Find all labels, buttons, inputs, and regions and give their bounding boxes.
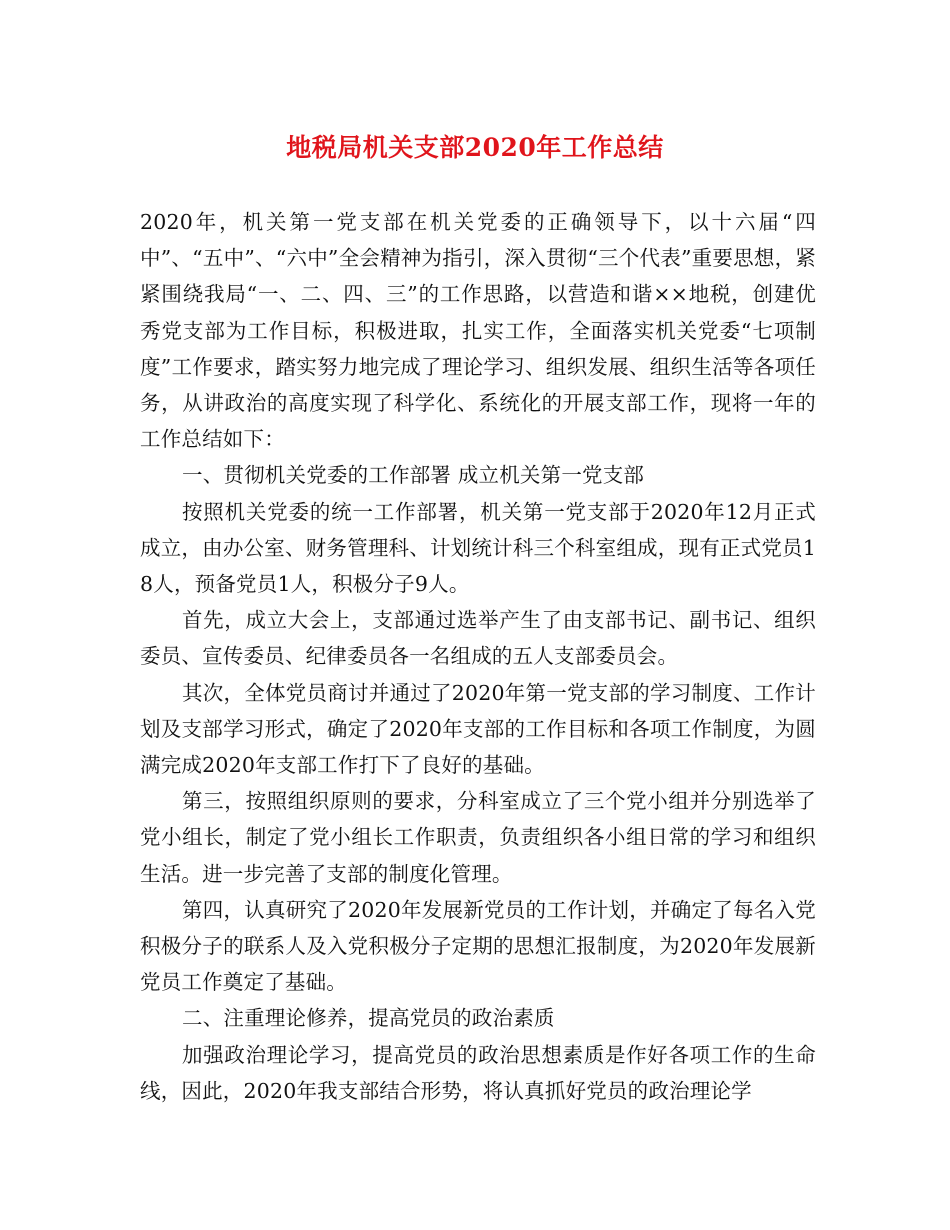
document-body bbox=[140, 204, 816, 1109]
paragraph-first: 首先，成立大会上，支部通过选举产生了由支部书记、副书记、组织委员、宣传委员、纪律委员各一名组成的五人支部委员会。 bbox=[140, 608, 816, 669]
paragraph-third: 第三，按照组织原则的要求，分科室成立了三个党小组并分别选举了党小组长，制定了党小组长工作职责，负责组织各小组日常的学习和组织生活。进一步完善了支部的制度化管理。 bbox=[140, 789, 816, 886]
paragraph-fourth: 第四，认真研究了2020年发展新党员的工作计划，并确定了每名入党积极分子的联系人及入党积极分子定期的思想汇报制度，为2020年发展新党员工作奠定了基础。 bbox=[140, 897, 816, 995]
section-heading-2: 二、注重理论修养，提高党员的政治素质 bbox=[182, 1006, 555, 1031]
section-heading-1: 一、贯彻机关党委的工作部署 成立机关第一党支部 bbox=[182, 463, 645, 488]
paragraph-theory-study: 加强政治理论学习，提高党员的政治思想素质是作好各项工作的生命线，因此，2020年我支部结合形势，将认真抓好党员的政治理论学 bbox=[140, 1042, 816, 1103]
paragraph-intro: 2020年，机关第一党支部在机关党委的正确领导下，以十六届“四中”、“五中”、“六中”全会精神为指引，深入贯彻“三个代表”重要思想，紧紧围绕我局“一、二、四、三”的工作思路，以营造和谐××地税，创建优秀党支部为工作目标，积极进取，扎实工作，全面落实机关党委“七项制度”工作要求，踏实努力地完成了理论学习、组织发展、组织生活等各项任务，从讲政治的高度实现了科学化、系统化的开展支部工作，现将一年的工作总结如下： bbox=[140, 210, 816, 452]
paragraph-second: 其次，全体党员商讨并通过了2020年第一党支部的学习制度、工作计划及支部学习形式，确定了2020年支部的工作目标和各项工作制度，为圆满完成2020年支部工作打下了良好的基础。 bbox=[140, 680, 816, 778]
document-title: 地税局机关支部2020年工作总结 bbox=[286, 133, 664, 162]
paragraph-branch-founding: 按照机关党委的统一工作部署，机关第一党支部于2020年12月正式成立，由办公室、财务管理科、计划统计科三个科室组成，现有正式党员18人，预备党员1人，积极分子9人。 bbox=[140, 499, 816, 597]
